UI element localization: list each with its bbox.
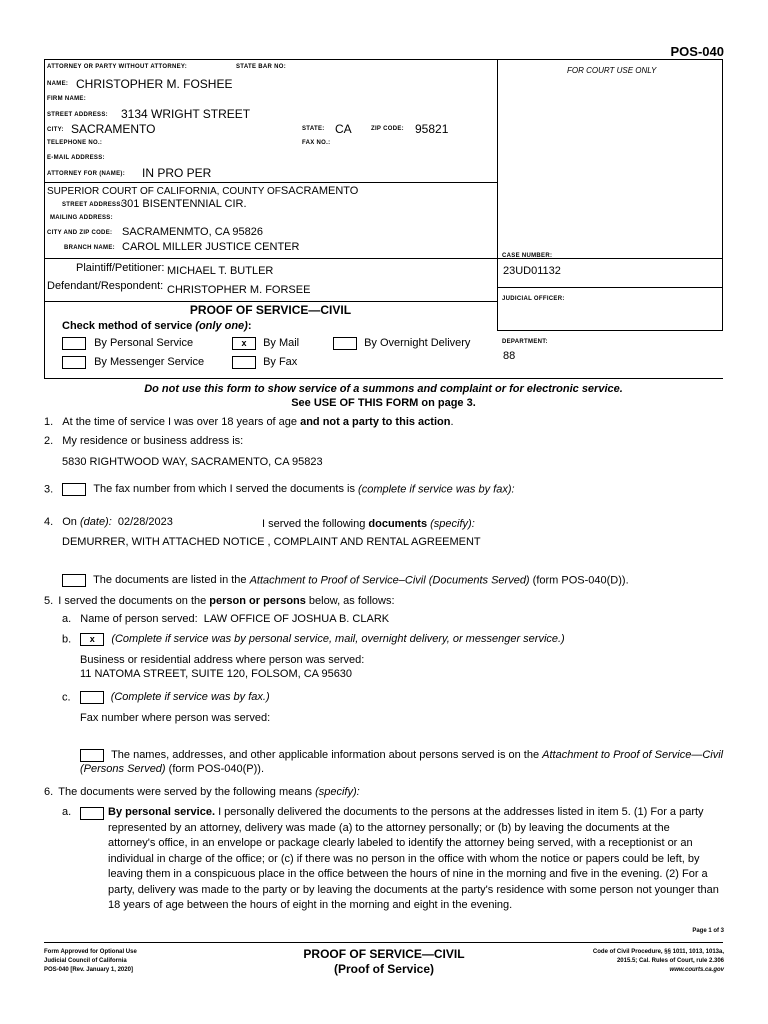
item-3-italic: (complete if service was by fax):: [358, 483, 515, 496]
form-title: PROOF OF SERVICE—CIVIL: [189, 303, 352, 317]
department-label: DEPARTMENT:: [502, 339, 548, 345]
footer-center-2: (Proof of Service): [333, 962, 435, 976]
item-5b-text: (Complete if service was by personal service, mail, overnight delivery, or messenger service.): [111, 633, 565, 646]
item-5c: [62, 691, 270, 704]
court-street: 301 BISENTENNIAL CIR.: [121, 198, 247, 210]
item-4-on: On: [62, 516, 80, 528]
court-branch-label: BRANCH NAME:: [64, 245, 115, 251]
footer-left-2: Judicial Council of California: [44, 958, 127, 964]
item-5a-value: LAW OFFICE OF JOSHUA B. CLARK: [203, 613, 390, 625]
footer-left: [44, 948, 137, 975]
footer-left-1: Form Approved for Optional Use: [44, 949, 137, 955]
item-5a-letter: a.: [62, 613, 72, 625]
overnight-checkbox[interactable]: [333, 337, 357, 350]
item-5-text: I served the documents on the: [58, 595, 210, 607]
plaintiff-label: Plaintiff/Petitioner:: [76, 262, 165, 274]
item-5-bold: person or persons: [209, 595, 306, 607]
messenger-label: By Messenger Service: [94, 356, 205, 369]
item-5: [44, 595, 395, 607]
court-street-label: STREET ADDRESS:: [62, 202, 123, 208]
item-5a-text: Name of person served:: [80, 613, 198, 625]
item-4-text: I served the following: [262, 518, 369, 530]
item-5a: [62, 613, 389, 625]
check-method-colon: :: [247, 320, 252, 332]
item-4-documents: [262, 518, 475, 530]
item-4-number: 4.: [44, 516, 54, 528]
defendant-value: CHRISTOPHER M. FORSEE: [167, 284, 311, 296]
item-1-number: 1.: [44, 416, 54, 428]
item-4-attach-italic: Attachment to Proof of Service–Civil (Documents Served): [249, 574, 530, 587]
item-3: [44, 483, 515, 496]
attorney-label: ATTORNEY OR PARTY WITHOUT ATTORNEY:: [47, 64, 188, 70]
item-5-end: below, as follows:: [305, 595, 395, 607]
notice-line-1: Do not use this form to show service of a summons and complaint or for electronic service.: [144, 383, 623, 395]
overnight-option[interactable]: [333, 337, 470, 350]
court-cityzip: SACRAMENMTO, CA 95826: [122, 226, 264, 238]
attorney-for-label: ATTORNEY FOR (NAME):: [47, 171, 125, 177]
item-5-attach-text: The names, addresses, and other applicable information about persons served is on the: [111, 749, 543, 761]
court-county: SACRAMENTO: [280, 185, 359, 197]
page-number: Page 1 of 3: [692, 928, 724, 934]
item-1-bold: and not a party to this action: [300, 416, 451, 428]
item-5-attach-end: (form POS-040(P)).: [165, 763, 264, 775]
court-use-label: FOR COURT USE ONLY: [567, 66, 657, 75]
messenger-option[interactable]: [62, 356, 204, 369]
item-5-attach-italic: Attachment to Proof of Service—Civil (Persons Served): [80, 749, 724, 775]
messenger-checkbox[interactable]: [62, 356, 86, 369]
court-mailing-label: MAILING ADDRESS:: [50, 215, 113, 221]
attorney-state: CA: [335, 122, 352, 136]
personal-service-checkbox[interactable]: [62, 337, 86, 350]
state-bar-label: STATE BAR NO:: [236, 64, 287, 70]
item-4-attach-end: (form POS-040(D)).: [529, 574, 629, 587]
court-cityzip-label: CITY AND ZIP CODE:: [47, 230, 113, 236]
attorney-city: SACRAMENTO: [71, 122, 156, 136]
street-label: STREET ADDRESS:: [47, 112, 108, 118]
name-label: NAME:: [47, 81, 69, 87]
item-6a-letter: a.: [62, 806, 72, 818]
notice-line-2: [44, 397, 723, 409]
item-5-attachment: [80, 748, 730, 776]
attorney-street: 3134 WRIGHT STREET: [121, 107, 251, 121]
notice-line-2a: See USE OF THIS FORM: [291, 397, 419, 409]
check-method-only: (only one): [195, 320, 248, 332]
fax-option[interactable]: [232, 356, 297, 369]
footer-center-1: PROOF OF SERVICE—CIVIL: [303, 947, 465, 961]
fax-label: FAX NO.:: [302, 140, 331, 146]
case-number-label: CASE NUMBER:: [502, 253, 553, 259]
state-label: STATE:: [302, 126, 325, 132]
item-2-text: My residence or business address is:: [62, 435, 244, 447]
item-4-date-label: (date):: [79, 516, 112, 528]
footer-right-2: 2015.5; Cal. Rules of Court, rule 2.306: [616, 958, 724, 964]
court-title-text: SUPERIOR COURT OF CALIFORNIA, COUNTY OF: [47, 186, 281, 197]
item-5-number: 5.: [44, 595, 54, 607]
overnight-label: By Overnight Delivery: [364, 337, 471, 350]
item-6a-paragraph: [108, 805, 720, 914]
item-5c-letter: c.: [62, 691, 71, 704]
item-6a-bold: By personal service.: [108, 806, 216, 818]
item-4-bold: documents: [368, 518, 428, 530]
item-4-attachment: [62, 574, 629, 587]
defendant-label: Defendant/Respondent:: [47, 280, 164, 292]
footer-left-3: POS-040 [Rev. January 1, 2020]: [44, 967, 133, 973]
firm-label: FIRM NAME:: [47, 96, 86, 102]
check-method-label: [62, 320, 252, 332]
attorney-name: CHRISTOPHER M. FOSHEE: [76, 77, 233, 91]
item-6: [44, 786, 360, 798]
mail-option[interactable]: [232, 337, 299, 350]
item-6-specify: (specify):: [315, 786, 360, 798]
item-6a-checkbox[interactable]: [80, 807, 104, 820]
item-5c-text: (Complete if service was by fax.): [110, 691, 270, 704]
zip-label: ZIP CODE:: [371, 126, 404, 132]
footer-center: [234, 947, 534, 977]
item-4-date-value: 02/28/2023: [117, 516, 173, 528]
item-3-text: The fax number from which I served the documents is: [93, 483, 359, 496]
item-2-value: 5830 RIGHTWOOD WAY, SACRAMENTO, CA 95823: [62, 456, 323, 468]
item-4: [44, 516, 173, 528]
footer-right: [593, 948, 724, 975]
item-5b: [62, 633, 565, 646]
case-number-value: 23UD01132: [503, 265, 561, 277]
item-3-number: 3.: [44, 483, 54, 496]
item-5b-address-value: 11 NATOMA STREET, SUITE 120, FOLSOM, CA 95630: [80, 668, 353, 680]
item-6-number: 6.: [44, 786, 54, 798]
item-4-attachment-checkbox[interactable]: [62, 574, 86, 587]
item-5b-address-label: Business or residential address where person was served:: [80, 654, 365, 666]
item-6a-text: I personally delivered the documents to the persons at the addresses listed in item 5. (1) For a party represented by an attorney, delivery was made (a) to the attorney personally; or (b) by leaving the documents at the attorney's office, in an envelope or package clearly labeled to identify the attorney being served, with a receptionist or an individual in charge of the office; or (c) if there was no person in the office with whom the notice or papers could be left, by leaving them in a conspicuous place in the office between the hours of nine in the morning and five in the evening. (2) For a party, delivery was made to the party or by leaving the documents at the party's residence with some person not younger than 18 years of age between the hours of eight in the morning and eight in the evening.: [108, 806, 719, 911]
item-5-attachment-checkbox[interactable]: [80, 749, 104, 762]
item-1-end: .: [450, 416, 454, 428]
item-4-value: DEMURRER, WITH ATTACHED NOTICE , COMPLAINT AND RENTAL AGREEMENT: [62, 536, 481, 548]
city-label: CITY:: [47, 127, 64, 133]
personal-service-option[interactable]: [62, 337, 193, 350]
plaintiff-value: MICHAEL T. BUTLER: [167, 265, 274, 277]
item-6-text: The documents were served by the following means: [58, 786, 316, 798]
item-3-checkbox[interactable]: [62, 483, 86, 496]
form-number: POS-040: [670, 44, 724, 59]
department-value: 88: [503, 350, 516, 362]
judicial-officer-label: JUDICIAL OFFICER:: [502, 296, 565, 302]
item-1-text: At the time of service I was over 18 years of age: [62, 416, 301, 428]
attorney-zip: 95821: [415, 122, 449, 136]
item-2-number: 2.: [44, 435, 54, 447]
item-4-specify: (specify):: [427, 518, 475, 530]
phone-label: TELEPHONE NO.:: [47, 140, 103, 146]
court-branch: CAROL MILLER JUSTICE CENTER: [122, 241, 300, 253]
footer-right-1: Code of Civil Procedure, §§ 1011, 1013, 1013a,: [592, 949, 724, 955]
item-5c-fax-label: Fax number where person was served:: [80, 712, 271, 724]
item-4-attach-text: The documents are listed in the: [93, 574, 250, 587]
attorney-for-value: IN PRO PER: [142, 166, 212, 180]
personal-service-label: By Personal Service: [94, 337, 194, 350]
item-5c-checkbox[interactable]: [80, 691, 104, 704]
mail-label: By Mail: [263, 337, 300, 350]
item-5b-letter: b.: [62, 633, 72, 646]
fax-checkbox[interactable]: [232, 356, 256, 369]
item-1: [44, 416, 454, 428]
court-title: [47, 185, 358, 197]
notice-line-2b: on page 3.: [418, 397, 476, 409]
item-2: [44, 435, 243, 447]
mail-checkbox[interactable]: x: [232, 337, 256, 350]
email-label: E-MAIL ADDRESS:: [47, 155, 105, 161]
item-5b-checkbox[interactable]: x: [80, 633, 104, 646]
check-method-text: Check method of service: [62, 320, 196, 332]
footer-right-3[interactable]: www.courts.ca.gov: [669, 967, 724, 973]
fax-option-label: By Fax: [263, 356, 298, 369]
